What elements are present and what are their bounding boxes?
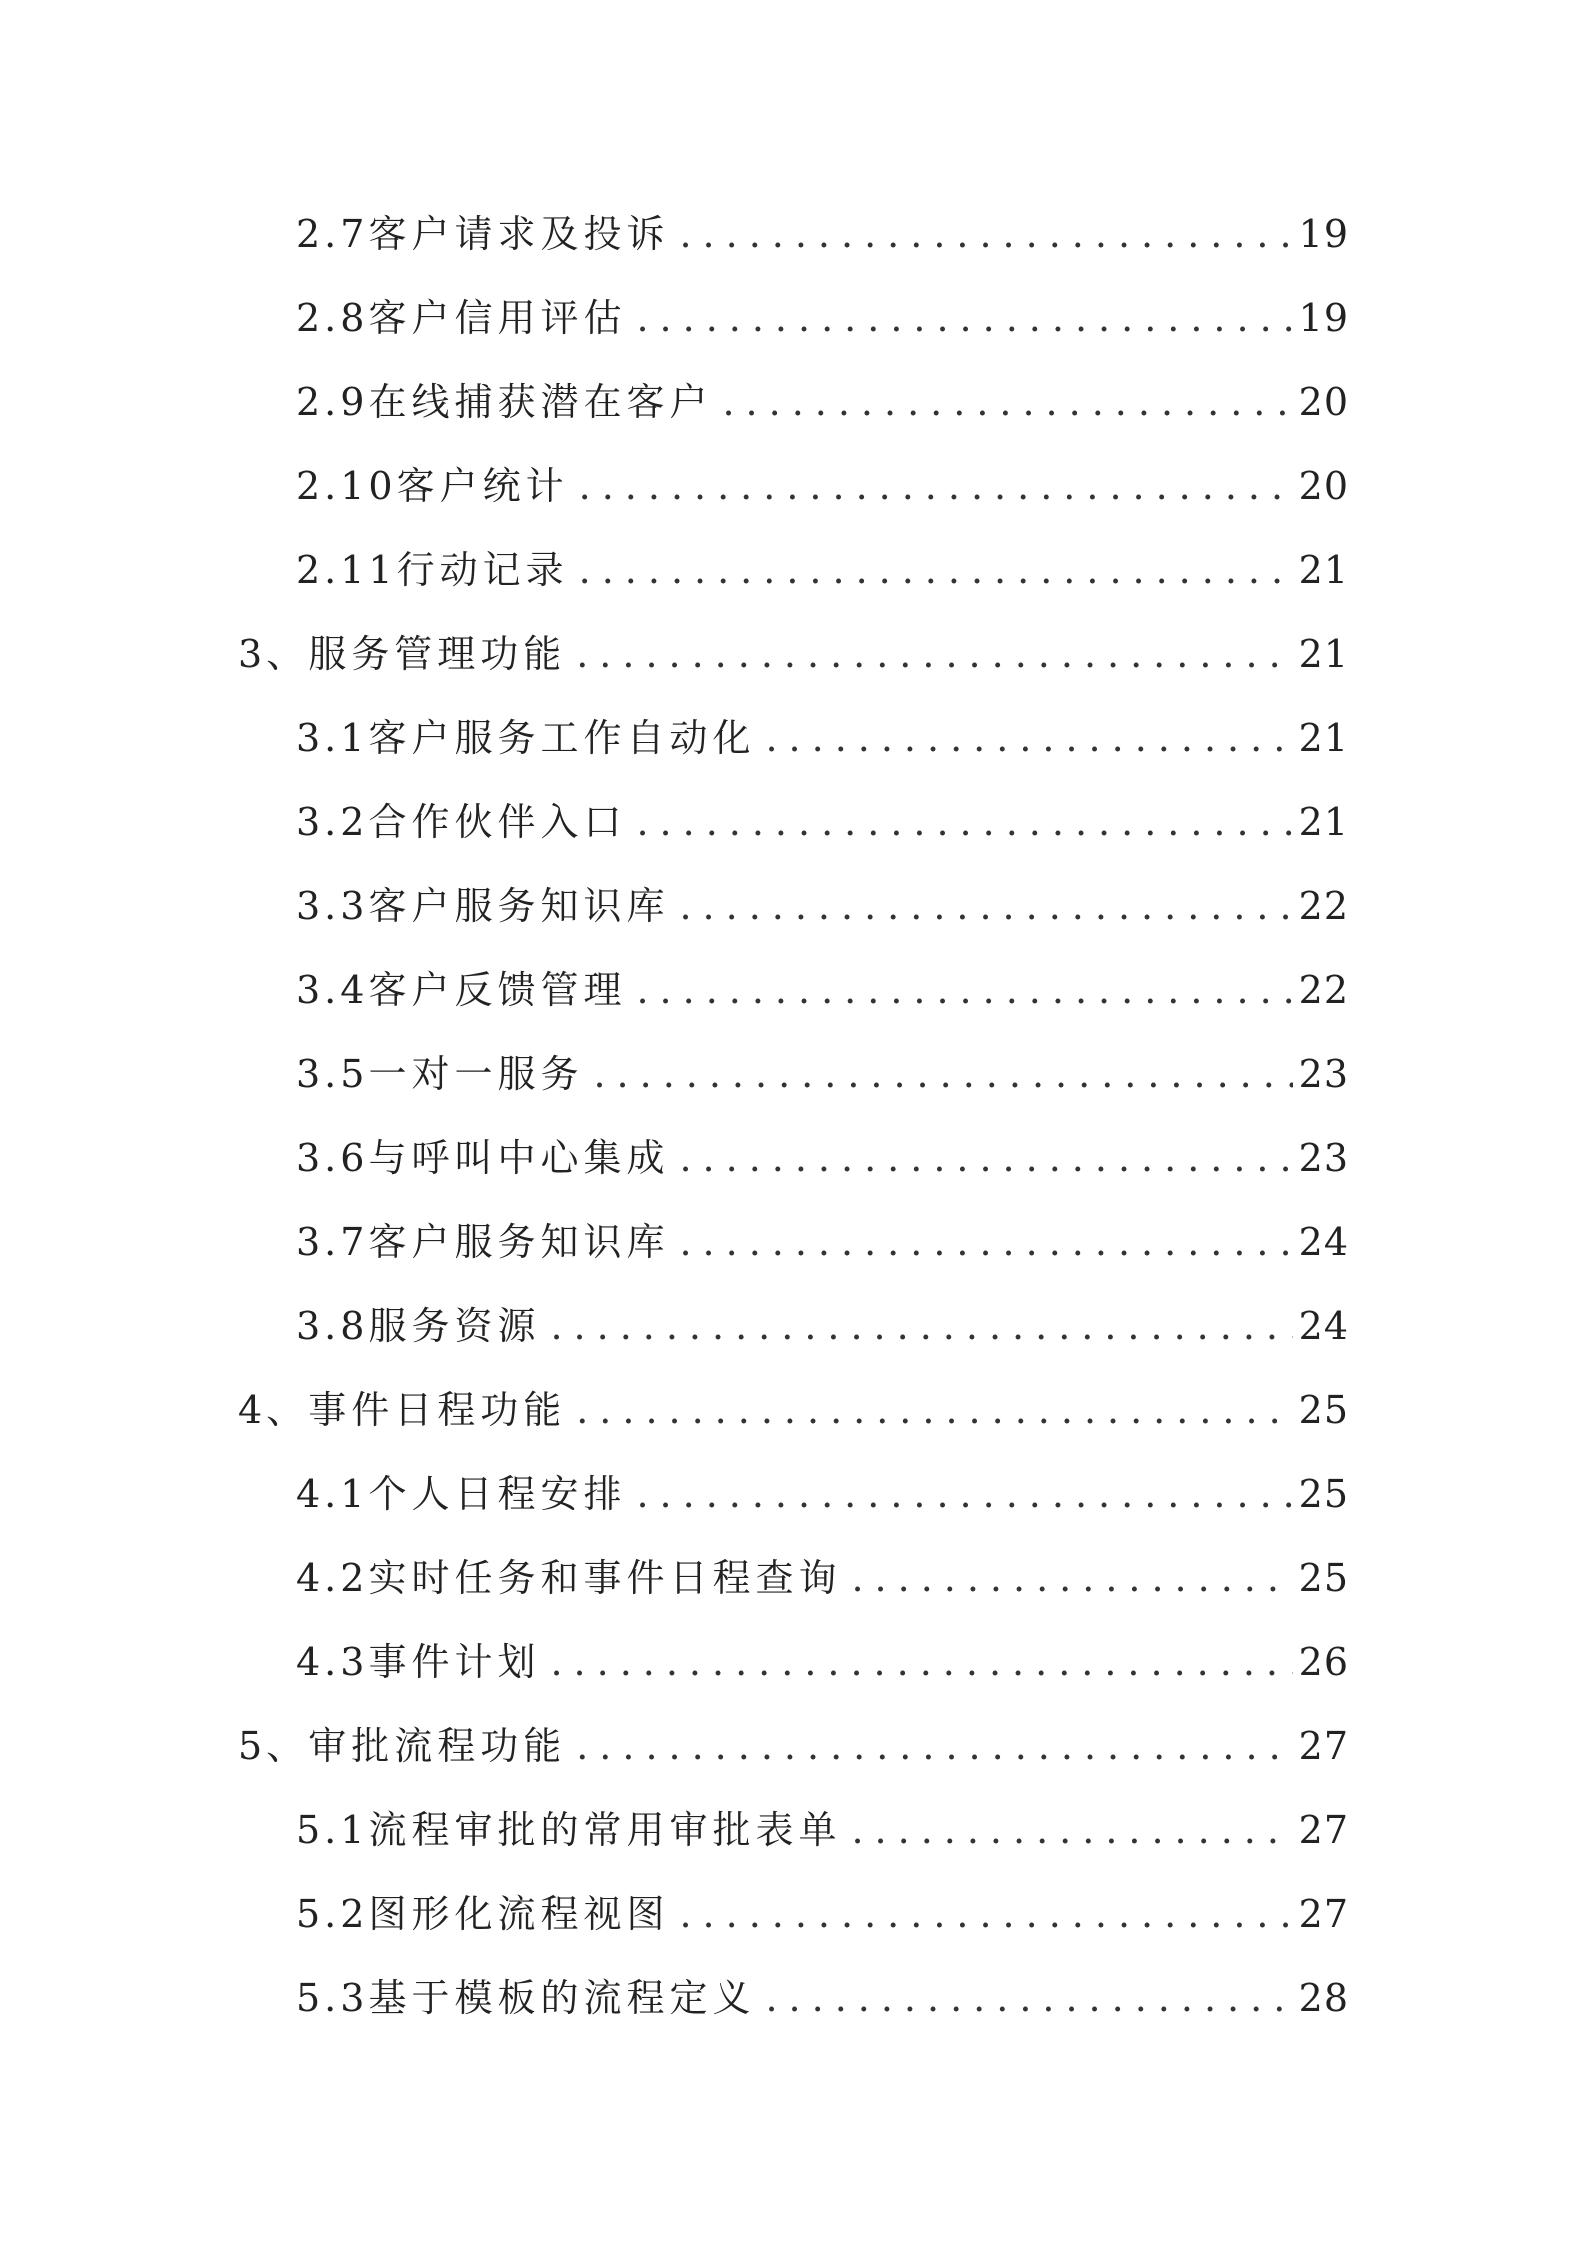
entry-number: 4.2 (296, 1556, 369, 1600)
entry-number: 5.1 (296, 1808, 369, 1852)
entry-page-number: 19 (1298, 296, 1349, 340)
dot-leader (550, 1632, 1292, 1692)
dot-leader (636, 1464, 1292, 1524)
entry-page-number: 28 (1298, 1976, 1349, 2020)
entry-title: 一对一服务 (368, 1052, 584, 1096)
entry-number: 3.3 (296, 884, 369, 928)
entry-page-number: 21 (1298, 716, 1349, 760)
toc-entry-5-1[interactable] (296, 1800, 1349, 1860)
toc-entry-3-4[interactable] (296, 960, 1349, 1020)
entry-title: 客户服务知识库 (368, 884, 670, 928)
entry-title: 客户信用评估 (368, 296, 627, 340)
dot-leader (576, 624, 1292, 684)
entry-page-number: 20 (1298, 380, 1349, 424)
toc-entry-4-2[interactable] (296, 1548, 1349, 1608)
dot-leader (851, 1800, 1292, 1860)
dot-leader (679, 876, 1292, 936)
toc-entry-3-7[interactable] (296, 1212, 1349, 1272)
dot-leader (679, 1128, 1292, 1188)
entry-number: 3.8 (296, 1304, 369, 1348)
toc-entry-5-2[interactable] (296, 1884, 1349, 1944)
entry-number: 3、 (238, 632, 309, 676)
dot-leader (851, 1548, 1292, 1608)
entry-title: 服务资源 (368, 1304, 541, 1348)
entry-title: 与呼叫中心集成 (368, 1136, 670, 1180)
toc-entry-3-3[interactable] (296, 876, 1349, 936)
entry-number: 3.7 (296, 1220, 369, 1264)
entry-page-number: 24 (1298, 1220, 1349, 1264)
toc-entry-3-1[interactable] (296, 708, 1349, 768)
toc-entry-2-7[interactable] (296, 204, 1349, 264)
entry-page-number: 25 (1298, 1556, 1349, 1600)
entry-page-number: 27 (1298, 1724, 1349, 1768)
entry-number: 2.9 (296, 380, 369, 424)
entry-number: 3.4 (296, 968, 369, 1012)
dot-leader (576, 1716, 1292, 1776)
dot-leader (765, 1968, 1292, 2028)
entry-title: 客户服务知识库 (368, 1220, 670, 1264)
entry-page-number: 19 (1298, 212, 1349, 256)
entry-page-number: 21 (1298, 800, 1349, 844)
dot-leader (579, 456, 1293, 516)
entry-title: 审批流程功能 (308, 1724, 567, 1768)
entry-number: 5、 (238, 1724, 309, 1768)
entry-title: 事件日程功能 (308, 1388, 567, 1432)
entry-title: 客户服务工作自动化 (368, 716, 756, 760)
entry-page-number: 21 (1298, 632, 1349, 676)
toc-entry-3-6[interactable] (296, 1128, 1349, 1188)
dot-leader (765, 708, 1292, 768)
entry-number: 2.10 (296, 464, 397, 508)
entry-title: 事件计划 (368, 1640, 541, 1684)
entry-number: 5.2 (296, 1892, 369, 1936)
entry-number: 4.3 (296, 1640, 369, 1684)
entry-title: 流程审批的常用审批表单 (368, 1808, 842, 1852)
entry-title: 在线捕获潜在客户 (368, 380, 713, 424)
entry-title: 个人日程安排 (368, 1472, 627, 1516)
entry-number: 4.1 (296, 1472, 369, 1516)
entry-number: 2.11 (296, 548, 397, 592)
dot-leader (679, 204, 1292, 264)
entry-page-number: 20 (1298, 464, 1349, 508)
dot-leader (636, 960, 1292, 1020)
dot-leader (722, 372, 1292, 432)
entry-number: 5.3 (296, 1976, 369, 2020)
dot-leader (550, 1296, 1292, 1356)
toc-entry-3-5[interactable] (296, 1044, 1349, 1104)
toc-entry-3[interactable] (238, 624, 1349, 684)
toc-entry-3-2[interactable] (296, 792, 1349, 852)
toc-entry-2-10[interactable] (296, 456, 1349, 516)
entry-page-number: 25 (1298, 1388, 1349, 1432)
entry-page-number: 27 (1298, 1808, 1349, 1852)
entry-number: 3.1 (296, 716, 369, 760)
toc-entry-2-9[interactable] (296, 372, 1349, 432)
dot-leader (593, 1044, 1292, 1104)
toc-entry-4-1[interactable] (296, 1464, 1349, 1524)
dot-leader (576, 1380, 1292, 1440)
toc-entry-2-8[interactable] (296, 288, 1349, 348)
dot-leader (636, 792, 1292, 852)
entry-page-number: 24 (1298, 1304, 1349, 1348)
entry-title: 客户请求及投诉 (368, 212, 670, 256)
toc-entry-4-3[interactable] (296, 1632, 1349, 1692)
dot-leader (636, 288, 1292, 348)
entry-title: 图形化流程视图 (368, 1892, 670, 1936)
entry-page-number: 23 (1298, 1052, 1349, 1096)
entry-page-number: 27 (1298, 1892, 1349, 1936)
toc-entry-4[interactable] (238, 1380, 1349, 1440)
entry-page-number: 21 (1298, 548, 1349, 592)
entry-page-number: 25 (1298, 1472, 1349, 1516)
entry-title: 合作伙伴入口 (368, 800, 627, 844)
toc-entry-2-11[interactable] (296, 540, 1349, 600)
entry-page-number: 26 (1298, 1640, 1349, 1684)
toc-entry-5-3[interactable] (296, 1968, 1349, 2028)
entry-title: 基于模板的流程定义 (368, 1976, 756, 2020)
entry-number: 3.2 (296, 800, 369, 844)
dot-leader (679, 1884, 1292, 1944)
entry-number: 3.5 (296, 1052, 369, 1096)
entry-title: 服务管理功能 (308, 632, 567, 676)
toc-entry-3-8[interactable] (296, 1296, 1349, 1356)
entry-title: 行动记录 (396, 548, 569, 592)
dot-leader (679, 1212, 1292, 1272)
entry-page-number: 23 (1298, 1136, 1349, 1180)
entry-number: 4、 (238, 1388, 309, 1432)
entry-number: 2.8 (296, 296, 369, 340)
dot-leader (579, 540, 1293, 600)
entry-number: 3.6 (296, 1136, 369, 1180)
entry-page-number: 22 (1298, 884, 1349, 928)
entry-title: 实时任务和事件日程查询 (368, 1556, 842, 1600)
entry-title: 客户统计 (396, 464, 569, 508)
entry-title: 客户反馈管理 (368, 968, 627, 1012)
entry-page-number: 22 (1298, 968, 1349, 1012)
toc-entry-5[interactable] (238, 1716, 1349, 1776)
entry-number: 2.7 (296, 212, 369, 256)
